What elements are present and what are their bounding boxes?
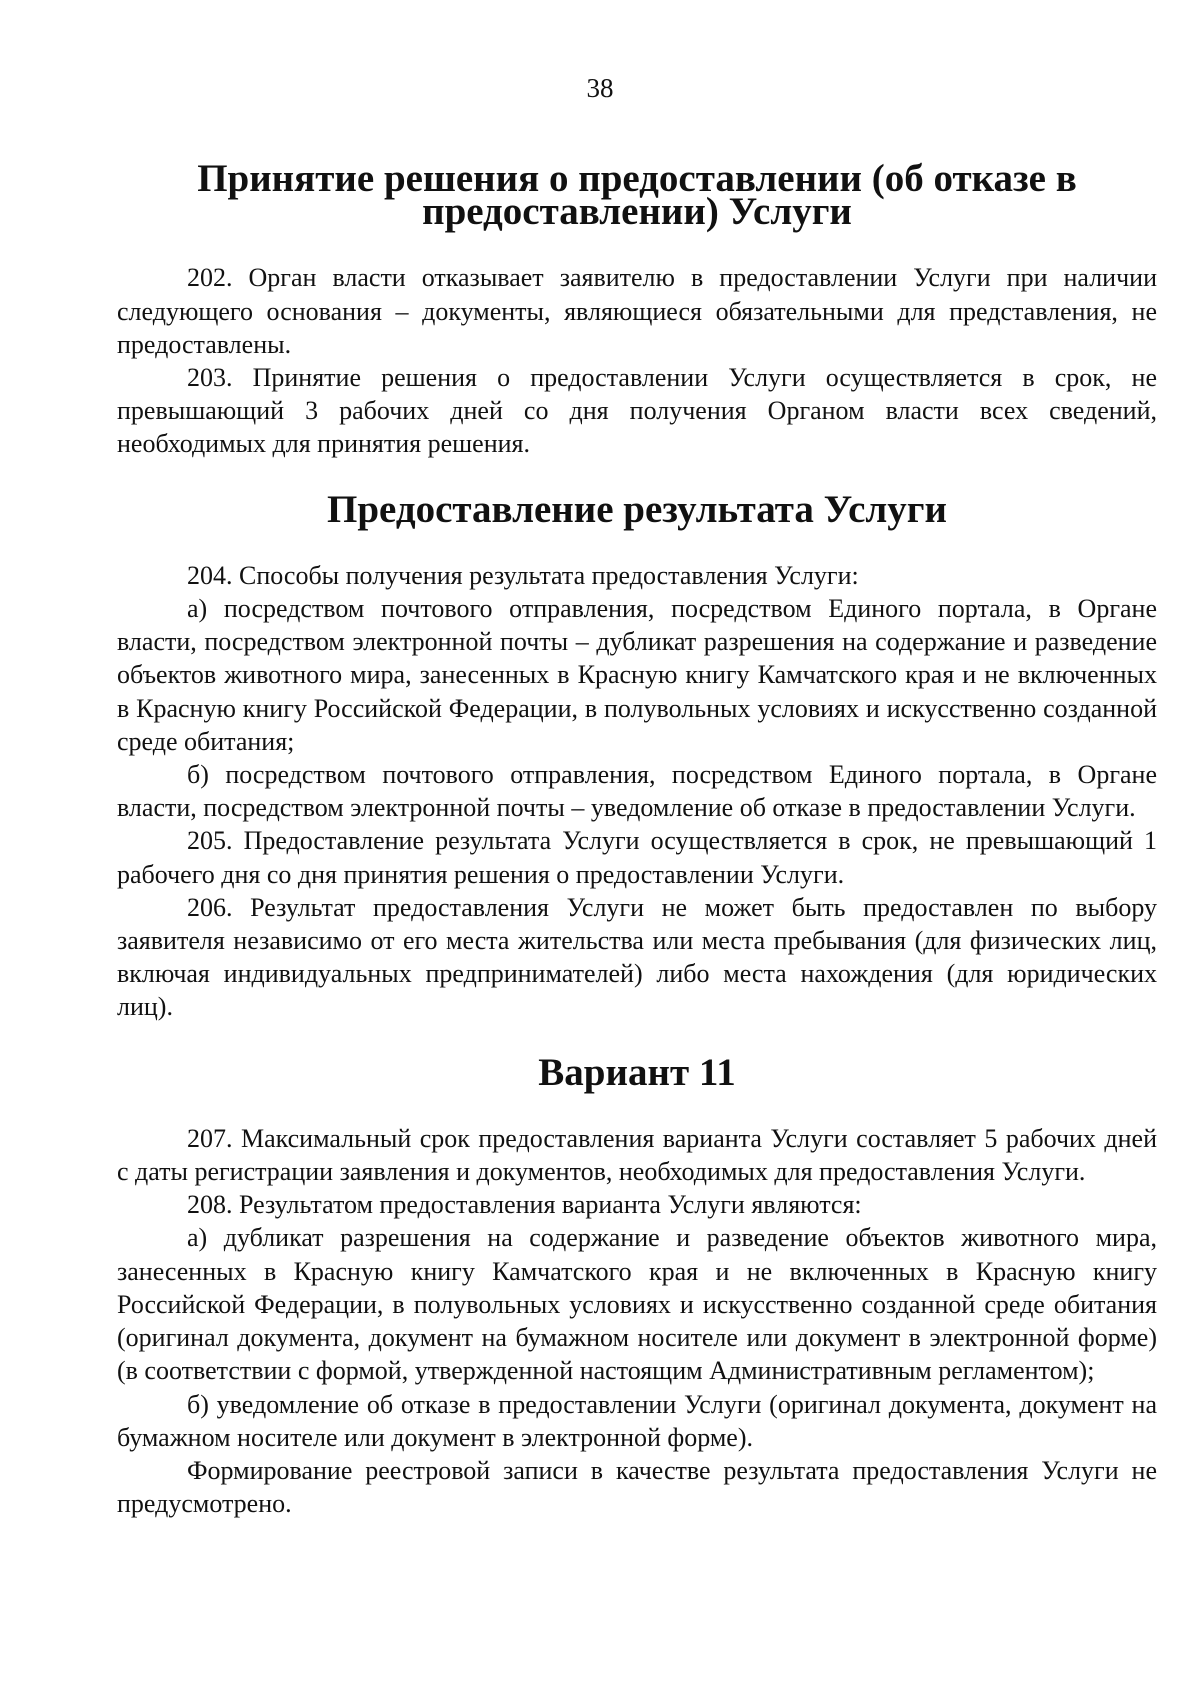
paragraph-203: 203. Принятие решения о предоставлении Услуги осуществляется в срок, не превышающий 3 рабочих дней со дня получения Органом власти всех сведений, необходимых для принятия решения.: [117, 363, 1157, 459]
paragraph-204-b: б) посредством почтового отправления, посредством Единого портала, в Органе власти, посредством электронной почты – уведомление об отказе в предоставлении Услуги.: [117, 760, 1157, 823]
section-heading-result-delivery: Предоставление результата Услуги: [327, 487, 947, 531]
paragraph-registry-record: Формирование реестровой записи в качестве результата предоставления Услуги не предусмотрено.: [117, 1455, 1157, 1519]
paragraph-204-a: а) посредством почтового отправления, посредством Единого портала, в Органе власти, посредством электронной почты – дубликат разрешения на содержание и разведение объектов животного мира, занесенных в Красную книгу Камчатского края и не включенных в Красную книгу Российской Федерации, в полувольных условиях и искусственно созданной среде обитания;: [117, 594, 1157, 756]
paragraph-207: 207. Максимальный срок предоставления варианта Услуги составляет 5 рабочих дней с даты регистрации заявления и документов, необходимых для предоставления Услуги.: [117, 1123, 1157, 1187]
section-heading-decision: Принятие решения о предоставлении (об отказе в предоставлении) Услуги: [197, 157, 1077, 234]
paragraph-208: 208. Результатом предоставления варианта Услуги являются:: [187, 1190, 862, 1220]
paragraph-208-b: б) уведомление об отказе в предоставлении Услуги (оригинал документа, документ на бумажном носителе или документ в электронной форме).: [117, 1389, 1157, 1452]
paragraph-208-a: а) дубликат разрешения на содержание и разведение объектов животного мира, занесенных в Красную книгу Камчатского края и не включенных в Красную книгу Российской Федерации, в полувольных условиях и искусственно созданной среде обитания (оригинал документа, документ на бумажном носителе или документ в электронной форме) (в соответствии с формой, утвержденной настоящим Административным регламентом);: [117, 1223, 1157, 1386]
page-number: 38: [586, 73, 614, 103]
section-heading-variant-11: Вариант 11: [538, 1050, 736, 1094]
document-body: [117, 157, 1157, 1520]
paragraph-206: 206. Результат предоставления Услуги не может быть предоставлен по выбору заявителя независимо от его места жительства или места пребывания (для физических лиц, включая индивидуальных предпринимателей) либо места нахождения (для юридических лиц).: [117, 892, 1157, 1022]
paragraph-202: 202. Орган власти отказывает заявителю в предоставлении Услуги при наличии следующего основания – документы, являющиеся обязательными для представления, не предоставлены.: [117, 263, 1157, 359]
paragraph-205: 205. Предоставление результата Услуги осуществляется в срок, не превышающий 1 рабочего дня со дня принятия решения о предоставлении Услуги.: [117, 826, 1157, 889]
paragraph-204: 204. Способы получения результата предоставления Услуги:: [187, 560, 859, 590]
